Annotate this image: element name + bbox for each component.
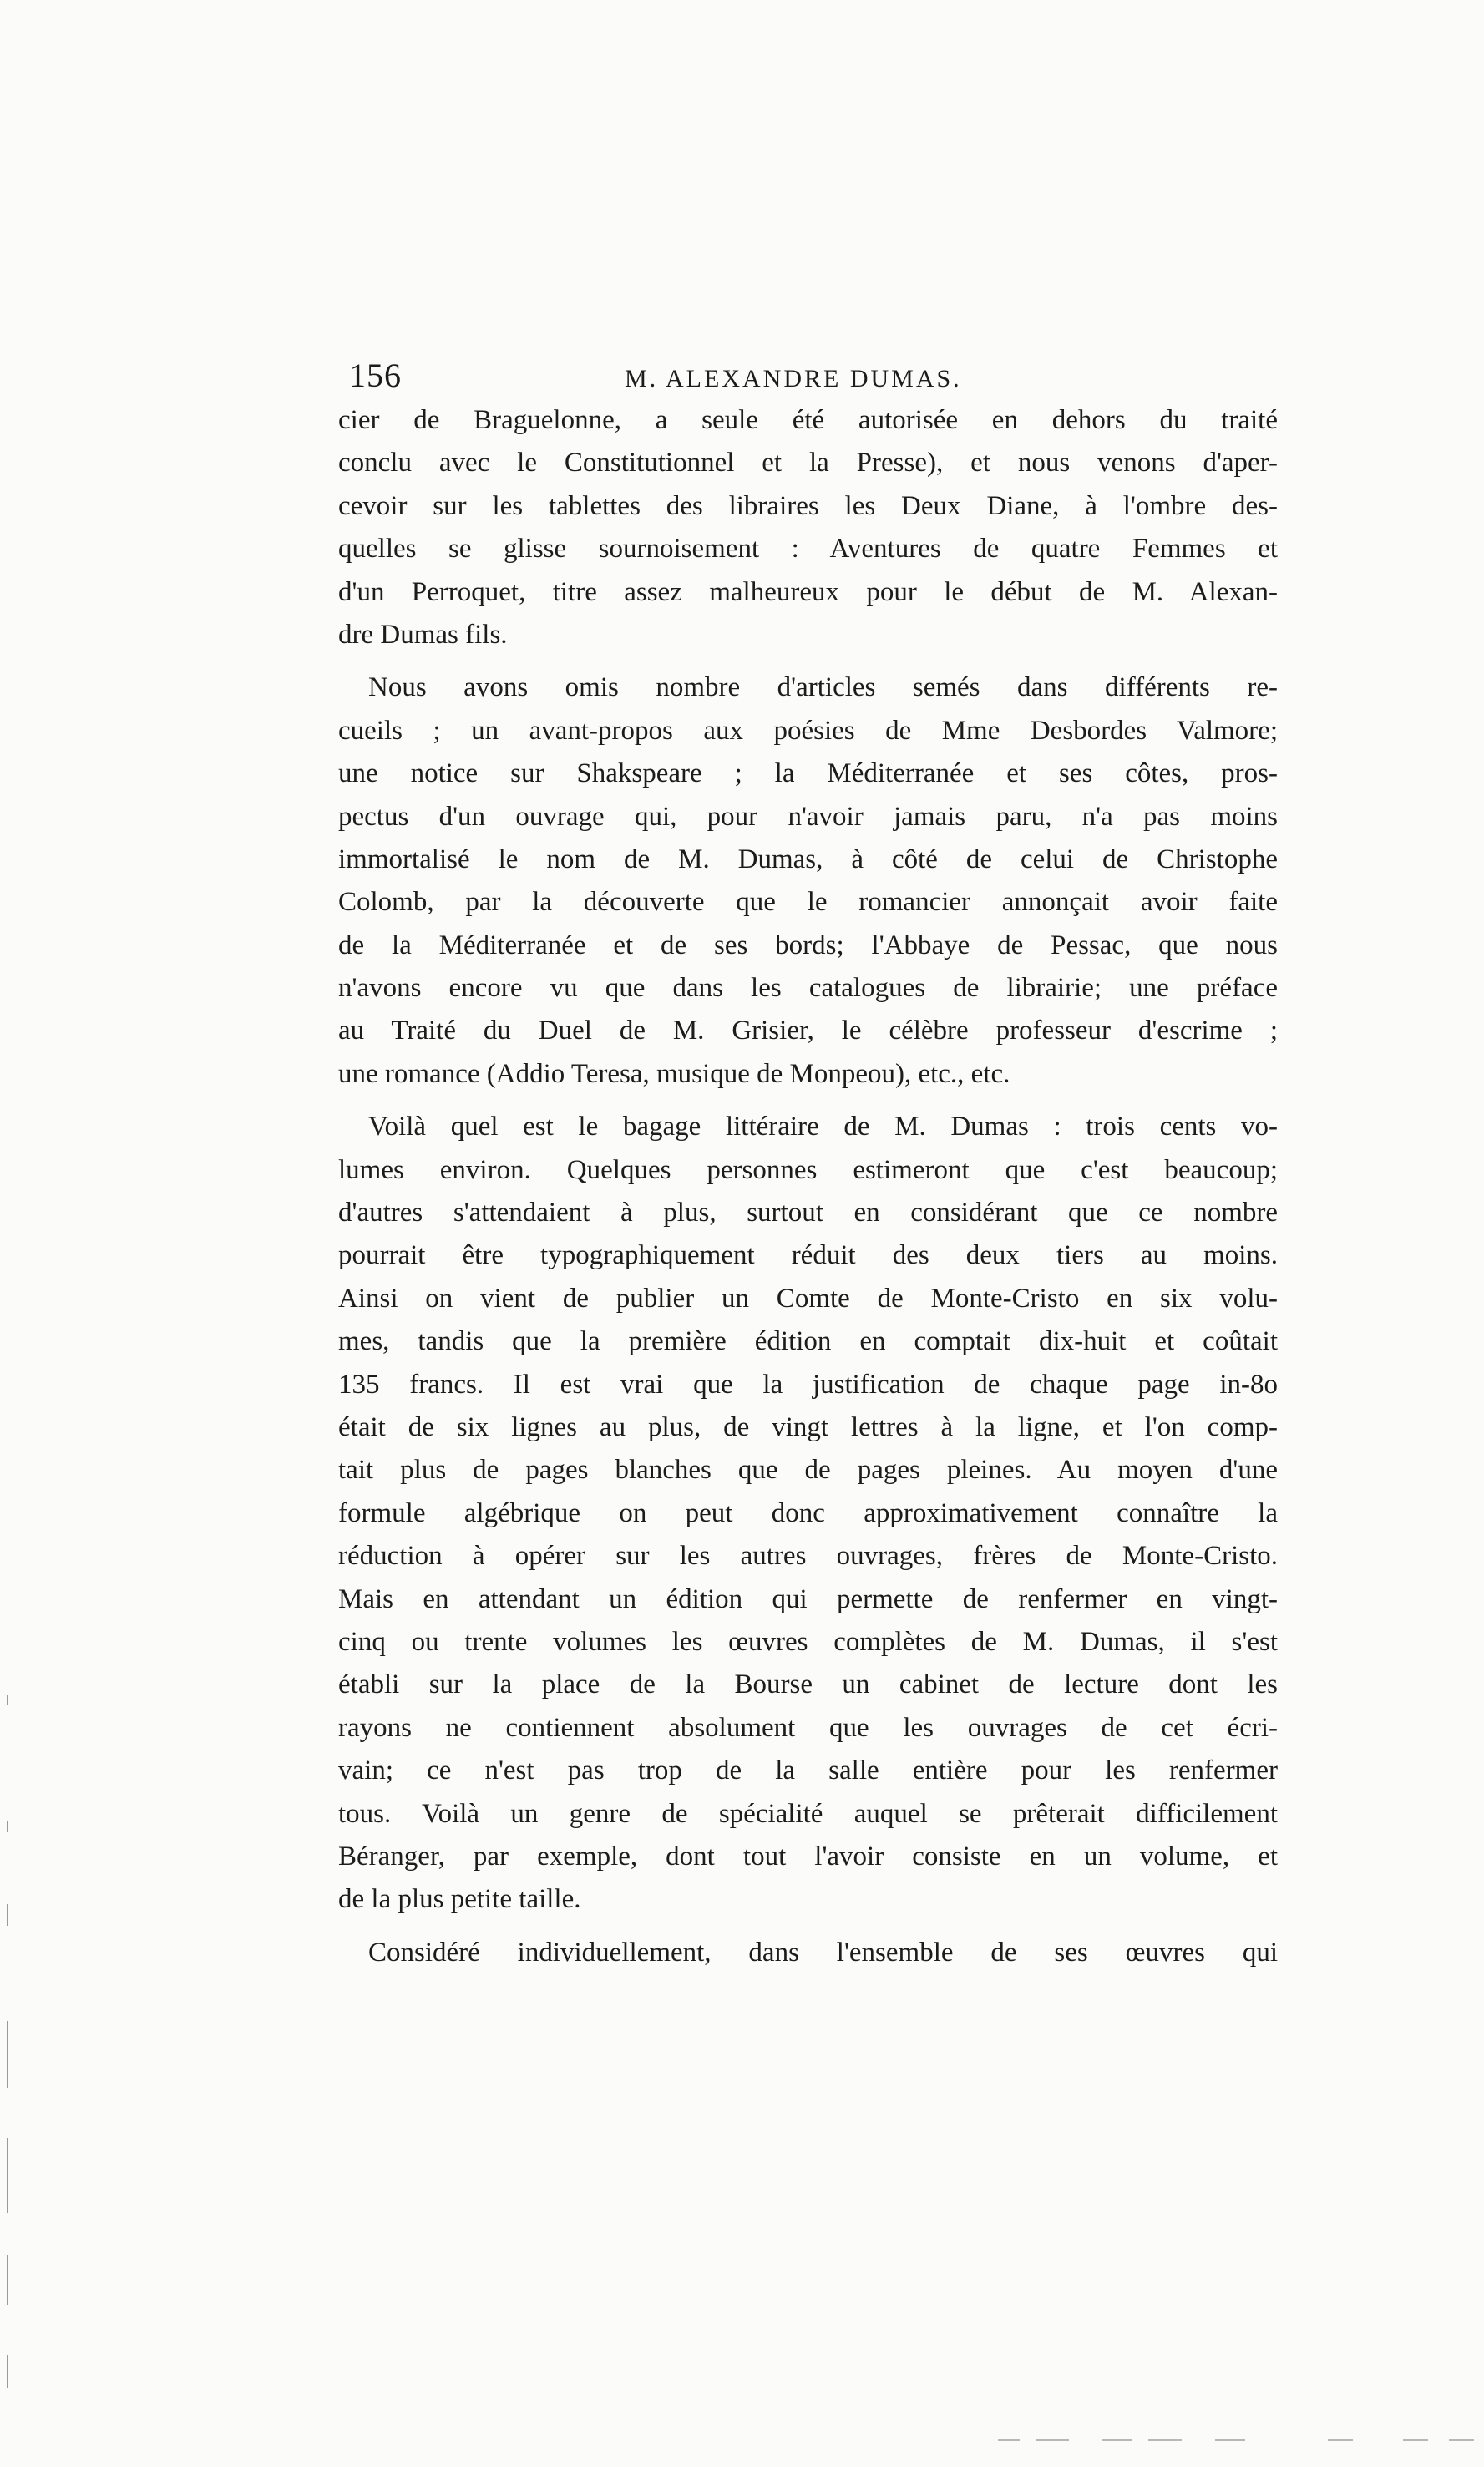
scan-margin-mark [7, 2021, 8, 2088]
scan-footer-mark [1328, 2439, 1353, 2441]
text-line: cevoir sur les tablettes des libraires les Deux Diane, à l'ombre des- [338, 490, 1278, 521]
page-number: 156 [349, 357, 402, 394]
text-line: une notice sur Shakspeare ; la Méditerranée et ses côtes, pros- [338, 758, 1278, 789]
scan-margin-mark [7, 2355, 8, 2388]
text-line: rayons ne contiennent absolument que les ouvrages de cet écri- [338, 1712, 1278, 1743]
text-line: 135 francs. Il est vrai que la justification de chaque page in-8o [338, 1369, 1278, 1400]
text-line: immortalisé le nom de M. Dumas, à côté de celui de Christophe [338, 843, 1278, 874]
text-line: cueils ; un avant-propos aux poésies de Mme Desbordes Valmore; [338, 715, 1278, 746]
text-line: réduction à opérer sur les autres ouvrages, frères de Monte-Cristo. [338, 1541, 1278, 1572]
text-line: Colomb, par la découverte que le romancier annonçait avoir faite [338, 887, 1278, 918]
scan-footer-mark [1215, 2439, 1245, 2441]
text-line: Mais en attendant un édition qui permette de renfermer en vingt- [338, 1583, 1278, 1614]
scan-margin-mark [7, 2255, 8, 2305]
scan-margin-mark [7, 1695, 8, 1705]
text-line: cier de Braguelonne, a seule été autorisée en dehors du traité [338, 405, 1278, 435]
text-line: cinq ou trente volumes les œuvres complètes de M. Dumas, il s'est [338, 1626, 1278, 1657]
text-line: tous. Voilà un genre de spécialité auquel se prêterait difficilement [338, 1798, 1278, 1829]
paragraph-first-line: Nous avons omis nombre d'articles semés dans différents re- [368, 672, 1278, 703]
text-line: mes, tandis que la première édition en comptait dix-huit et coûtait [338, 1326, 1278, 1357]
scan-footer-mark [1148, 2439, 1182, 2441]
text-line: quelles se glisse sournoisement : Aventures de quatre Femmes et [338, 534, 1278, 565]
text-line: de la plus petite taille. [338, 1884, 581, 1915]
scan-footer-mark [1403, 2439, 1428, 2441]
text-line: était de six lignes au plus, de vingt lettres à la ligne, et l'on comp- [338, 1411, 1278, 1442]
scan-margin-mark [7, 1821, 8, 1832]
scan-footer-mark [998, 2439, 1020, 2441]
text-line: formule algébrique on peut donc approximativement connaître la [338, 1497, 1278, 1528]
scan-footer-mark [1036, 2439, 1069, 2441]
text-line: de la Méditerranée et de ses bords; l'Abbaye de Pessac, que nous [338, 930, 1278, 960]
text-line: établi sur la place de la Bourse un cabinet de lecture dont les [338, 1669, 1278, 1700]
text-line: au Traité du Duel de M. Grisier, le célèbre professeur d'escrime ; [338, 1016, 1278, 1046]
scan-margin-mark [7, 2138, 8, 2213]
paragraph-first-line: Considéré individuellement, dans l'ensemble de ses œuvres qui [368, 1937, 1278, 1968]
text-line: tait plus de pages blanches que de pages pleines. Au moyen d'une [338, 1455, 1278, 1486]
text-line: n'avons encore vu que dans les catalogues de librairie; une préface [338, 973, 1278, 1004]
text-line: conclu avec le Constitutionnel et la Presse), et nous venons d'aper- [338, 448, 1278, 479]
text-line: vain; ce n'est pas trop de la salle entière pour les renfermer [338, 1755, 1278, 1786]
text-line: dre Dumas fils. [338, 619, 508, 650]
scan-margin-mark [7, 1904, 8, 1926]
text-line: Ainsi on vient de publier un Comte de Monte-Cristo en six volu- [338, 1283, 1278, 1314]
text-line: Béranger, par exemple, dont tout l'avoir consiste en un volume, et [338, 1841, 1278, 1872]
text-line: d'un Perroquet, titre assez malheureux pour le début de M. Alexan- [338, 576, 1278, 607]
scan-footer-mark [1449, 2439, 1474, 2441]
text-line: d'autres s'attendaient à plus, surtout en considérant que ce nombre [338, 1198, 1278, 1228]
paragraph-first-line: Voilà quel est le bagage littéraire de M. Dumas : trois cents vo- [368, 1112, 1278, 1142]
text-line: pectus d'un ouvrage qui, pour n'avoir jamais paru, n'a pas moins [338, 801, 1278, 832]
scan-footer-mark [1102, 2439, 1132, 2441]
page-header [349, 351, 1278, 401]
text-line: lumes environ. Quelques personnes estimeront que c'est beaucoup; [338, 1154, 1278, 1185]
body-text [338, 399, 1278, 1974]
text-line: pourrait être typographiquement réduit des deux tiers au moins. [338, 1240, 1278, 1271]
text-line: une romance (Addio Teresa, musique de Monpeou), etc., etc. [338, 1058, 1010, 1089]
running-title: M. ALEXANDRE DUMAS. [625, 365, 962, 393]
